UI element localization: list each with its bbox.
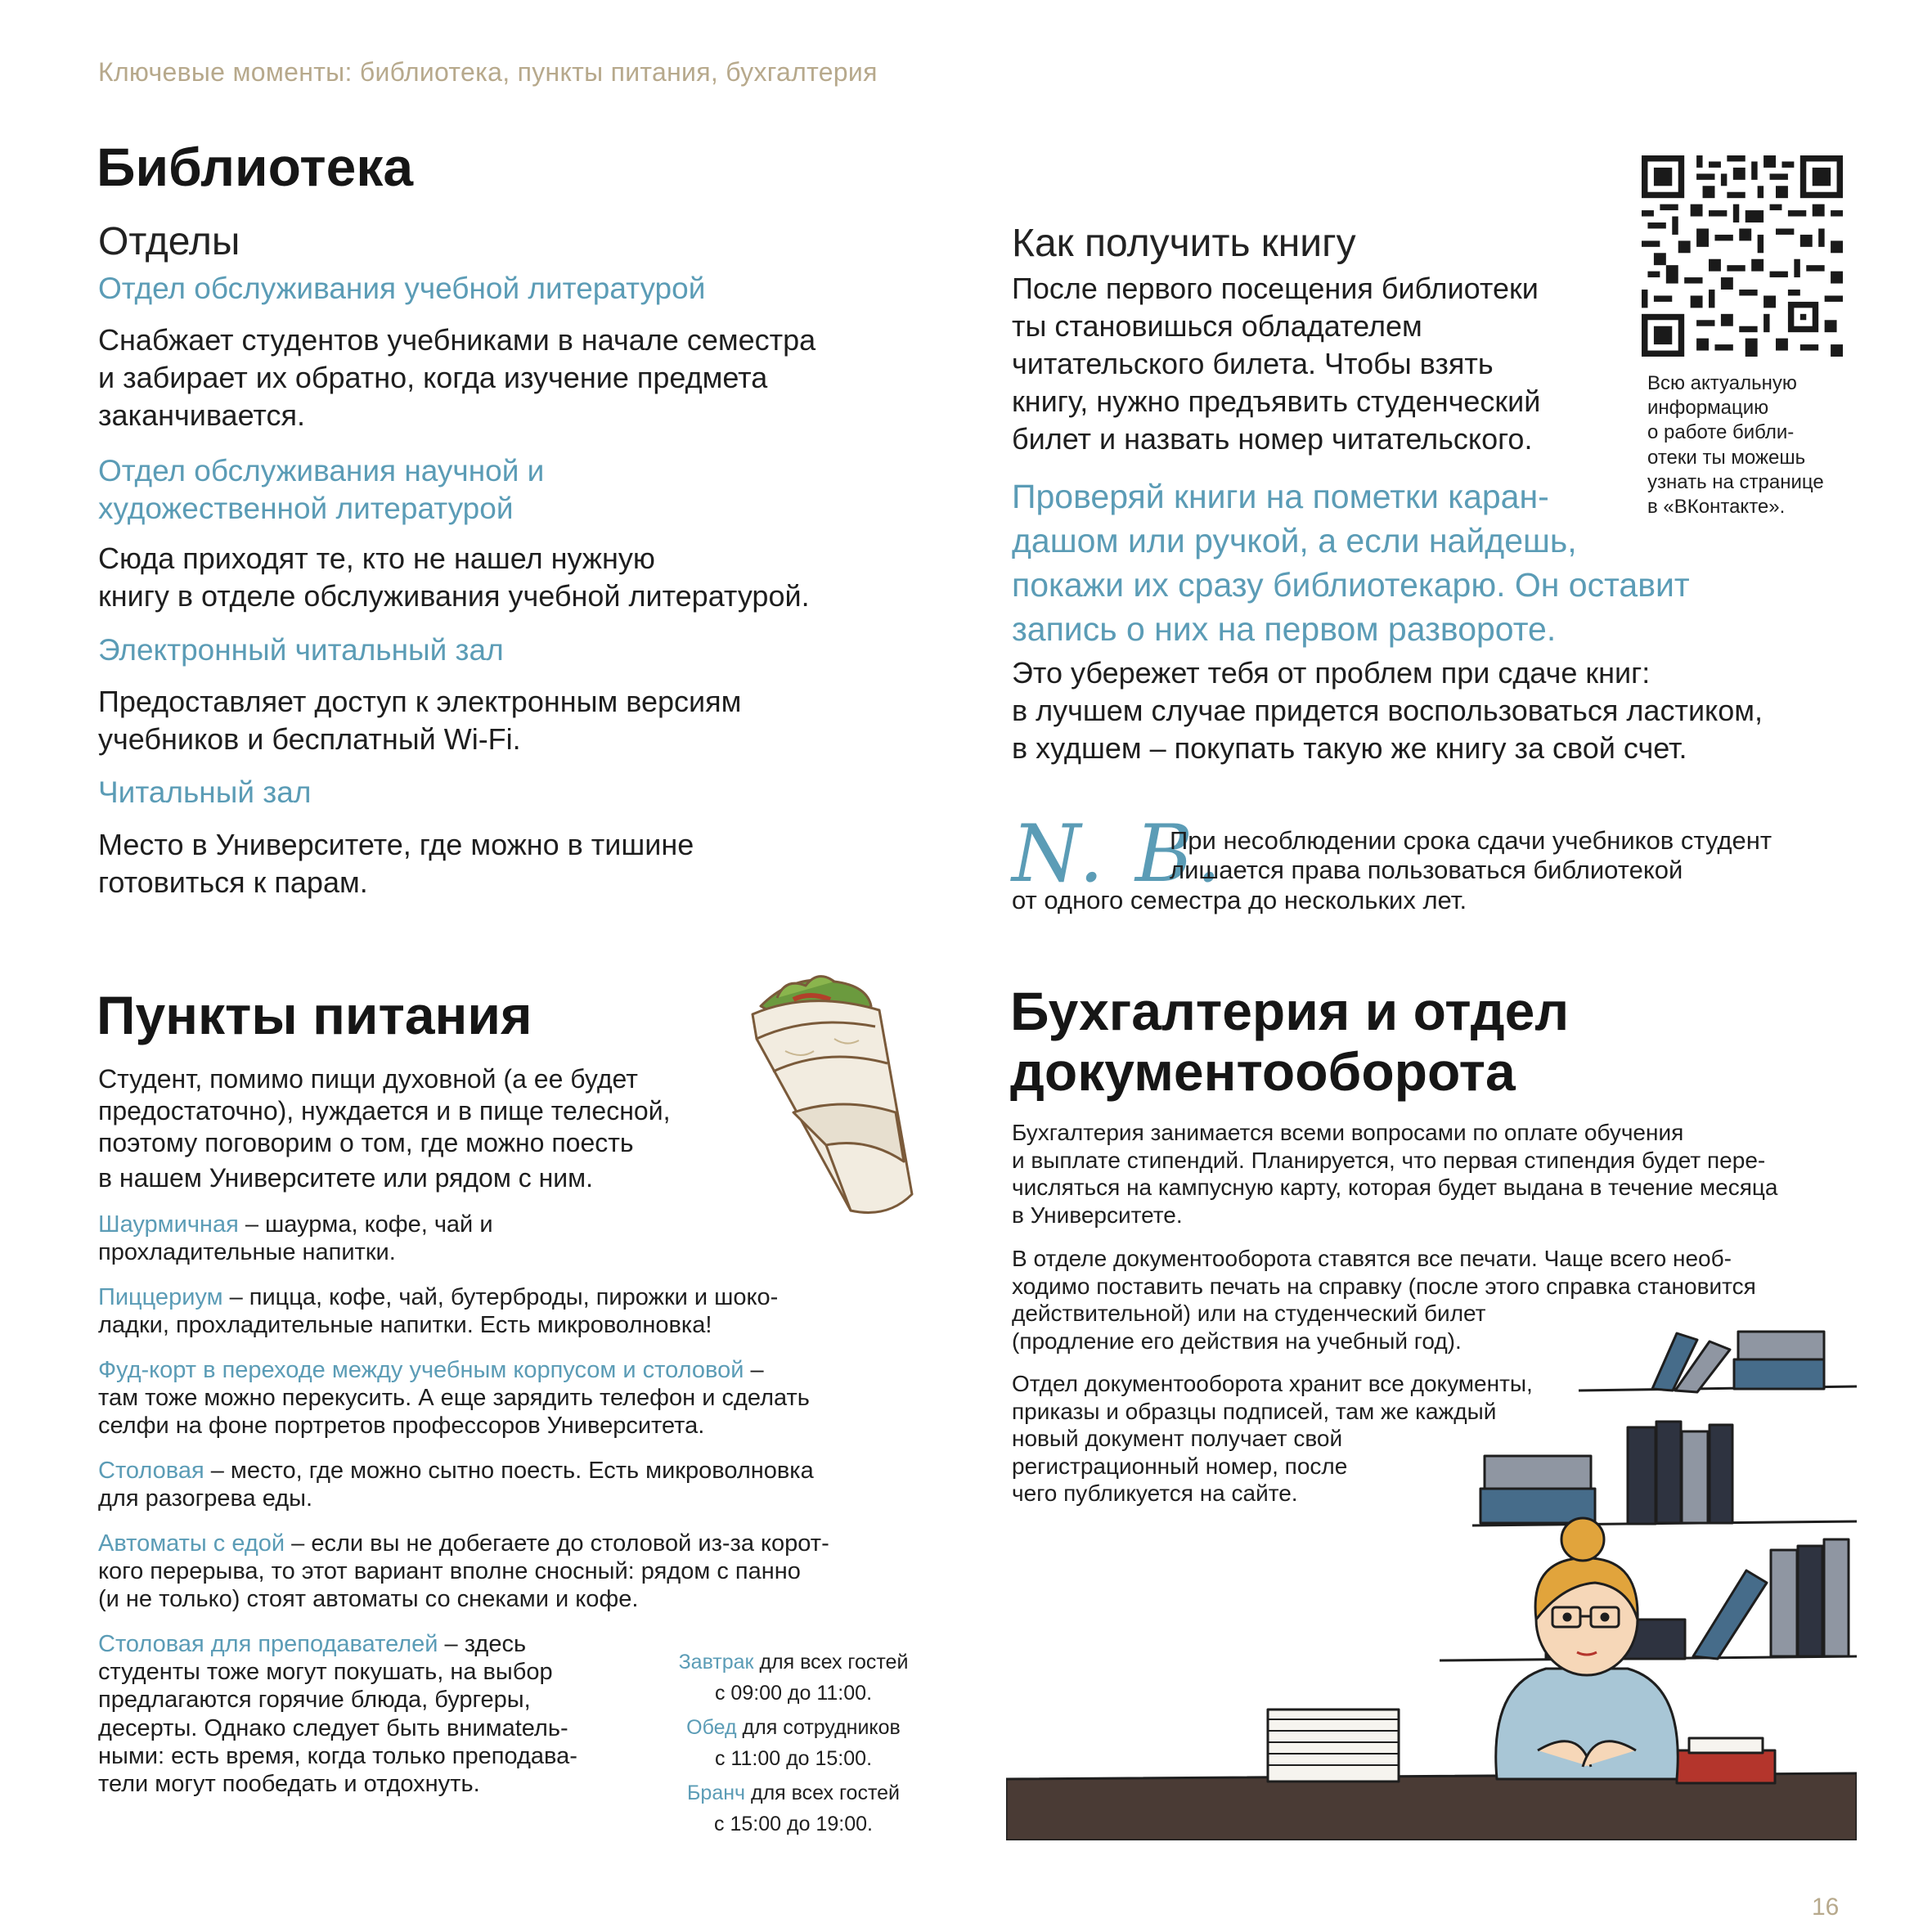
nota-bene-line-1: При несоблюдении срока сдачи учебников студент лишается права пользоваться библиотекой: [1170, 826, 1772, 884]
accounting-title: Бухгалтерия и отдел документооборота: [1010, 981, 1570, 1102]
dept-2-name: Отдел обслуживания научной и художественной литературой: [98, 454, 545, 526]
food-place-pizzerium: Пиццериум – пицца, кофе, чай, бутерброды, пирожки и шоко- ладки, прохладительные напитки. Есть микроволновка!: [98, 1284, 779, 1339]
staff-canteen-hours: Завтрак для всех гостей с 09:00 до 11:00. Обед для сотрудников с 11:00 до 15:00. Бранч для всех гостей с 15:00 до 19:00.: [678, 1651, 909, 1835]
dept-1-description: Снабжает студентов учебниками в начале семестра и забирает их обратно, когда изучение предмета заканчивается.: [98, 323, 816, 433]
book-check-highlight: Проверяй книги на пометки каран- дашом или ручкой, а если найдешь, покажи их сразу библиотекарю. Он оставит запись о них на первом развороте.: [1012, 478, 1690, 649]
library-title: Библиотека: [97, 137, 414, 197]
dept-4-name: Читальный зал: [98, 775, 312, 809]
book-check-followup: Это убережет тебя от проблем при сдаче книг: в лучшем случае придется воспользоваться ластиком, в худшем – покупать такую же книгу за свой счет.: [1012, 656, 1763, 766]
dept-1-name: Отдел обслуживания учебной литературой: [98, 272, 706, 305]
vk-qr-code[interactable]: [1642, 155, 1843, 357]
accounting-para-2: В отделе документооборота ставятся все печати. Чаще всего необ- ходимо поставить печать на справку (после этого справка становится действительной) или на студенческий билет (продление его действия на учебный год).: [1012, 1246, 1756, 1354]
food-intro: Студент, помимо пищи духовной (а ее будет предостаточно), нуждается и в пище телесной, поэтому поговорим о том, где можно поесть в нашем Университете или рядом с ним.: [98, 1064, 671, 1193]
shawarma-illustration: [736, 949, 941, 1227]
dept-4-description: Место в Университете, где можно в тишине готовиться к парам.: [98, 828, 694, 900]
dept-3-description: Предоставляет доступ к электронным версиям учебников и бесплатный Wi-Fi.: [98, 685, 742, 757]
food-place-canteen: Столовая – место, где можно сытно поесть. Есть микроволновка для разогрева еды.: [98, 1458, 814, 1512]
food-place-staff-canteen: Столовая для преподавателей – здесь студенты тоже могут покушать, на выбор предлагаются горячие блюда, бургеры, десерты. Однако следует быть внимatель- ными: есть время, когда только преподава- тели могут пообедать и отдохнуть.: [98, 1631, 577, 1798]
dept-2-description: Сюда приходят те, кто не нашел нужную книгу в отделе обслуживания учебной литературой.: [98, 541, 810, 613]
nota-bene-mark: N. B.: [1012, 808, 1224, 900]
running-head: Ключевые моменты: библиотека, пункты питания, бухгалтерия: [98, 57, 878, 87]
nota-bene-line-2: от одного семестра до нескольких лет.: [1012, 886, 1467, 914]
office-illustration: [1006, 1325, 1857, 1840]
dept-3-name: Электронный читальный зал: [98, 633, 504, 667]
departments-heading: Отделы: [98, 220, 240, 263]
how-to-heading: Как получить книгу: [1012, 222, 1356, 265]
food-place-vending: Автоматы с едой – если вы не добегаете до столовой из-за корот- кого перерыва, то этот вариант вполне сносный: рядом с панно (и не только) стоят автоматы со снеками и кофе.: [98, 1530, 829, 1613]
food-place-food-court: Фуд-корт в переходе между учебным корпусом и столовой – там тоже можно перекусить. А еще зарядить телефон и сделать селфи на фоне портретов профессоров Университета.: [98, 1357, 810, 1440]
food-place-shawarma: Шаурмичная – шаурма, кофе, чай и прохладительные напитки.: [98, 1211, 493, 1266]
how-to-text: После первого посещения библиотеки ты становишься обладателем читательского билета. Чтобы взять книгу, нужно предъявить студенческий билет и назвать номер читательского.: [1012, 272, 1541, 456]
page-number: 16: [1812, 1894, 1840, 1921]
qr-caption: Всю актуальную информацию о работе библи- отеки ты можешь узнать на странице в «ВКонтакте».: [1647, 372, 1824, 519]
accounting-para-1: Бухгалтерия занимается всеми вопросами по оплате обучения и выплате стипендий. Планируется, что первая стипендия будет пере- числяться на кампусную карту, которая будет выдана в течение месяца в Университете.: [1012, 1120, 1778, 1228]
accounting-para-3: Отдел документооборота хранит все документы, приказы и образцы подписей, там же каждый новый документ получает свой регистрационный номер, после чего публикуется на сайте.: [1012, 1371, 1533, 1507]
food-title: Пункты питания: [97, 985, 532, 1045]
